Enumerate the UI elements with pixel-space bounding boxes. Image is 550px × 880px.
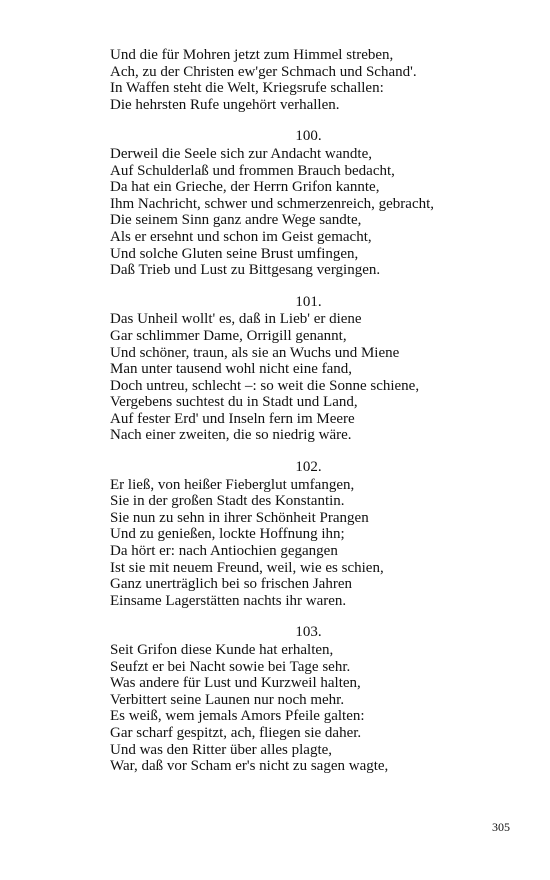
verse-line: Auf fester Erd' und Inseln fern im Meere <box>110 410 355 427</box>
poem-text <box>110 47 510 775</box>
verse-line: Was andere für Lust und Kurzweil halten, <box>110 675 361 692</box>
stanza-number: 100. <box>295 128 322 145</box>
verse-line: Da hat ein Grieche, der Herrn Grifon kannte, <box>110 179 380 196</box>
verse-line: Er ließ, von heißer Fieberglut umfangen, <box>110 476 355 493</box>
verse-line: Einsame Lagerstätten nachts ihr waren. <box>110 592 347 609</box>
verse-line: Verbittert seine Launen nur noch mehr. <box>110 691 345 708</box>
stanza-101 <box>110 294 510 444</box>
stanza-number: 103. <box>295 624 322 641</box>
stanza-103 <box>110 624 510 774</box>
verse-line: Und schöner, traun, als sie an Wuchs und Miene <box>110 344 400 361</box>
page-number: 305 <box>492 820 510 834</box>
verse-line: Sie in der großen Stadt des Konstantin. <box>110 493 345 510</box>
verse-line: Das Unheil wollt' es, daß in Lieb' er diene <box>110 311 362 328</box>
verse-line: Und was den Ritter über alles plagte, <box>110 741 333 758</box>
verse-line: Es weiß, wem jemals Amors Pfeile galten: <box>110 708 365 725</box>
verse-line: Ach, zu der Christen ew'ger Schmach und Schand'. <box>110 63 417 80</box>
verse-line: Man unter tausend wohl nicht eine fand, <box>110 361 353 378</box>
verse-line: War, daß vor Scham er's nicht zu sagen wagte, <box>110 758 389 775</box>
verse-line: Und zu genießen, lockte Hoffnung ihn; <box>110 526 345 543</box>
verse-line: Die hehrsten Rufe ungehört verhallen. <box>110 96 340 113</box>
verse-line: Ganz unerträglich bei so frischen Jahren <box>110 576 352 593</box>
verse-line: Seufzt er bei Nacht sowie bei Tage sehr. <box>110 658 351 675</box>
stanza-number: 101. <box>295 293 322 310</box>
verse-line: Daß Trieb und Lust zu Bittgesang vergingen. <box>110 262 381 279</box>
verse-line: Derweil die Seele sich zur Andacht wandte, <box>110 145 372 162</box>
verse-line: Sie nun zu sehn in ihrer Schönheit Prangen <box>110 509 369 526</box>
verse-line: Als er ersehnt und schon im Geist gemacht, <box>110 228 372 245</box>
stanza-number: 102. <box>295 459 322 476</box>
verse-line: Vergebens suchtest du in Stadt und Land, <box>110 394 358 411</box>
verse-line: Die seinem Sinn ganz andre Wege sandte, <box>110 212 362 229</box>
verse-line: Gar scharf gespitzt, ach, fliegen sie daher. <box>110 724 362 741</box>
verse-line: Ist sie mit neuem Freund, weil, wie es schien, <box>110 559 384 576</box>
verse-line: In Waffen steht die Welt, Kriegsrufe schallen: <box>110 80 384 97</box>
verse-line: Seit Grifon diese Kunde hat erhalten, <box>110 642 334 658</box>
verse-line: Nach einer zweiten, die so niedrig wäre. <box>110 427 352 444</box>
verse-line: Doch untreu, schlecht –: so weit die Sonne schiene, <box>110 377 420 394</box>
intro-stanza <box>110 47 510 113</box>
verse-line: Da hört er: nach Antiochien gegangen <box>110 543 338 560</box>
verse-line: Auf Schulderlaß und frommen Brauch bedacht, <box>110 162 395 179</box>
verse-line: Ihm Nachricht, schwer und schmerzenreich, gebracht, <box>110 195 435 212</box>
verse-line: Und solche Gluten seine Brust umfingen, <box>110 245 359 262</box>
verse-line: Gar schlimmer Dame, Orrigill genannt, <box>110 327 347 344</box>
stanza-102 <box>110 459 510 609</box>
verse-line: Und die für Mohren jetzt zum Himmel streben, <box>110 47 394 63</box>
stanza-100 <box>110 128 510 278</box>
